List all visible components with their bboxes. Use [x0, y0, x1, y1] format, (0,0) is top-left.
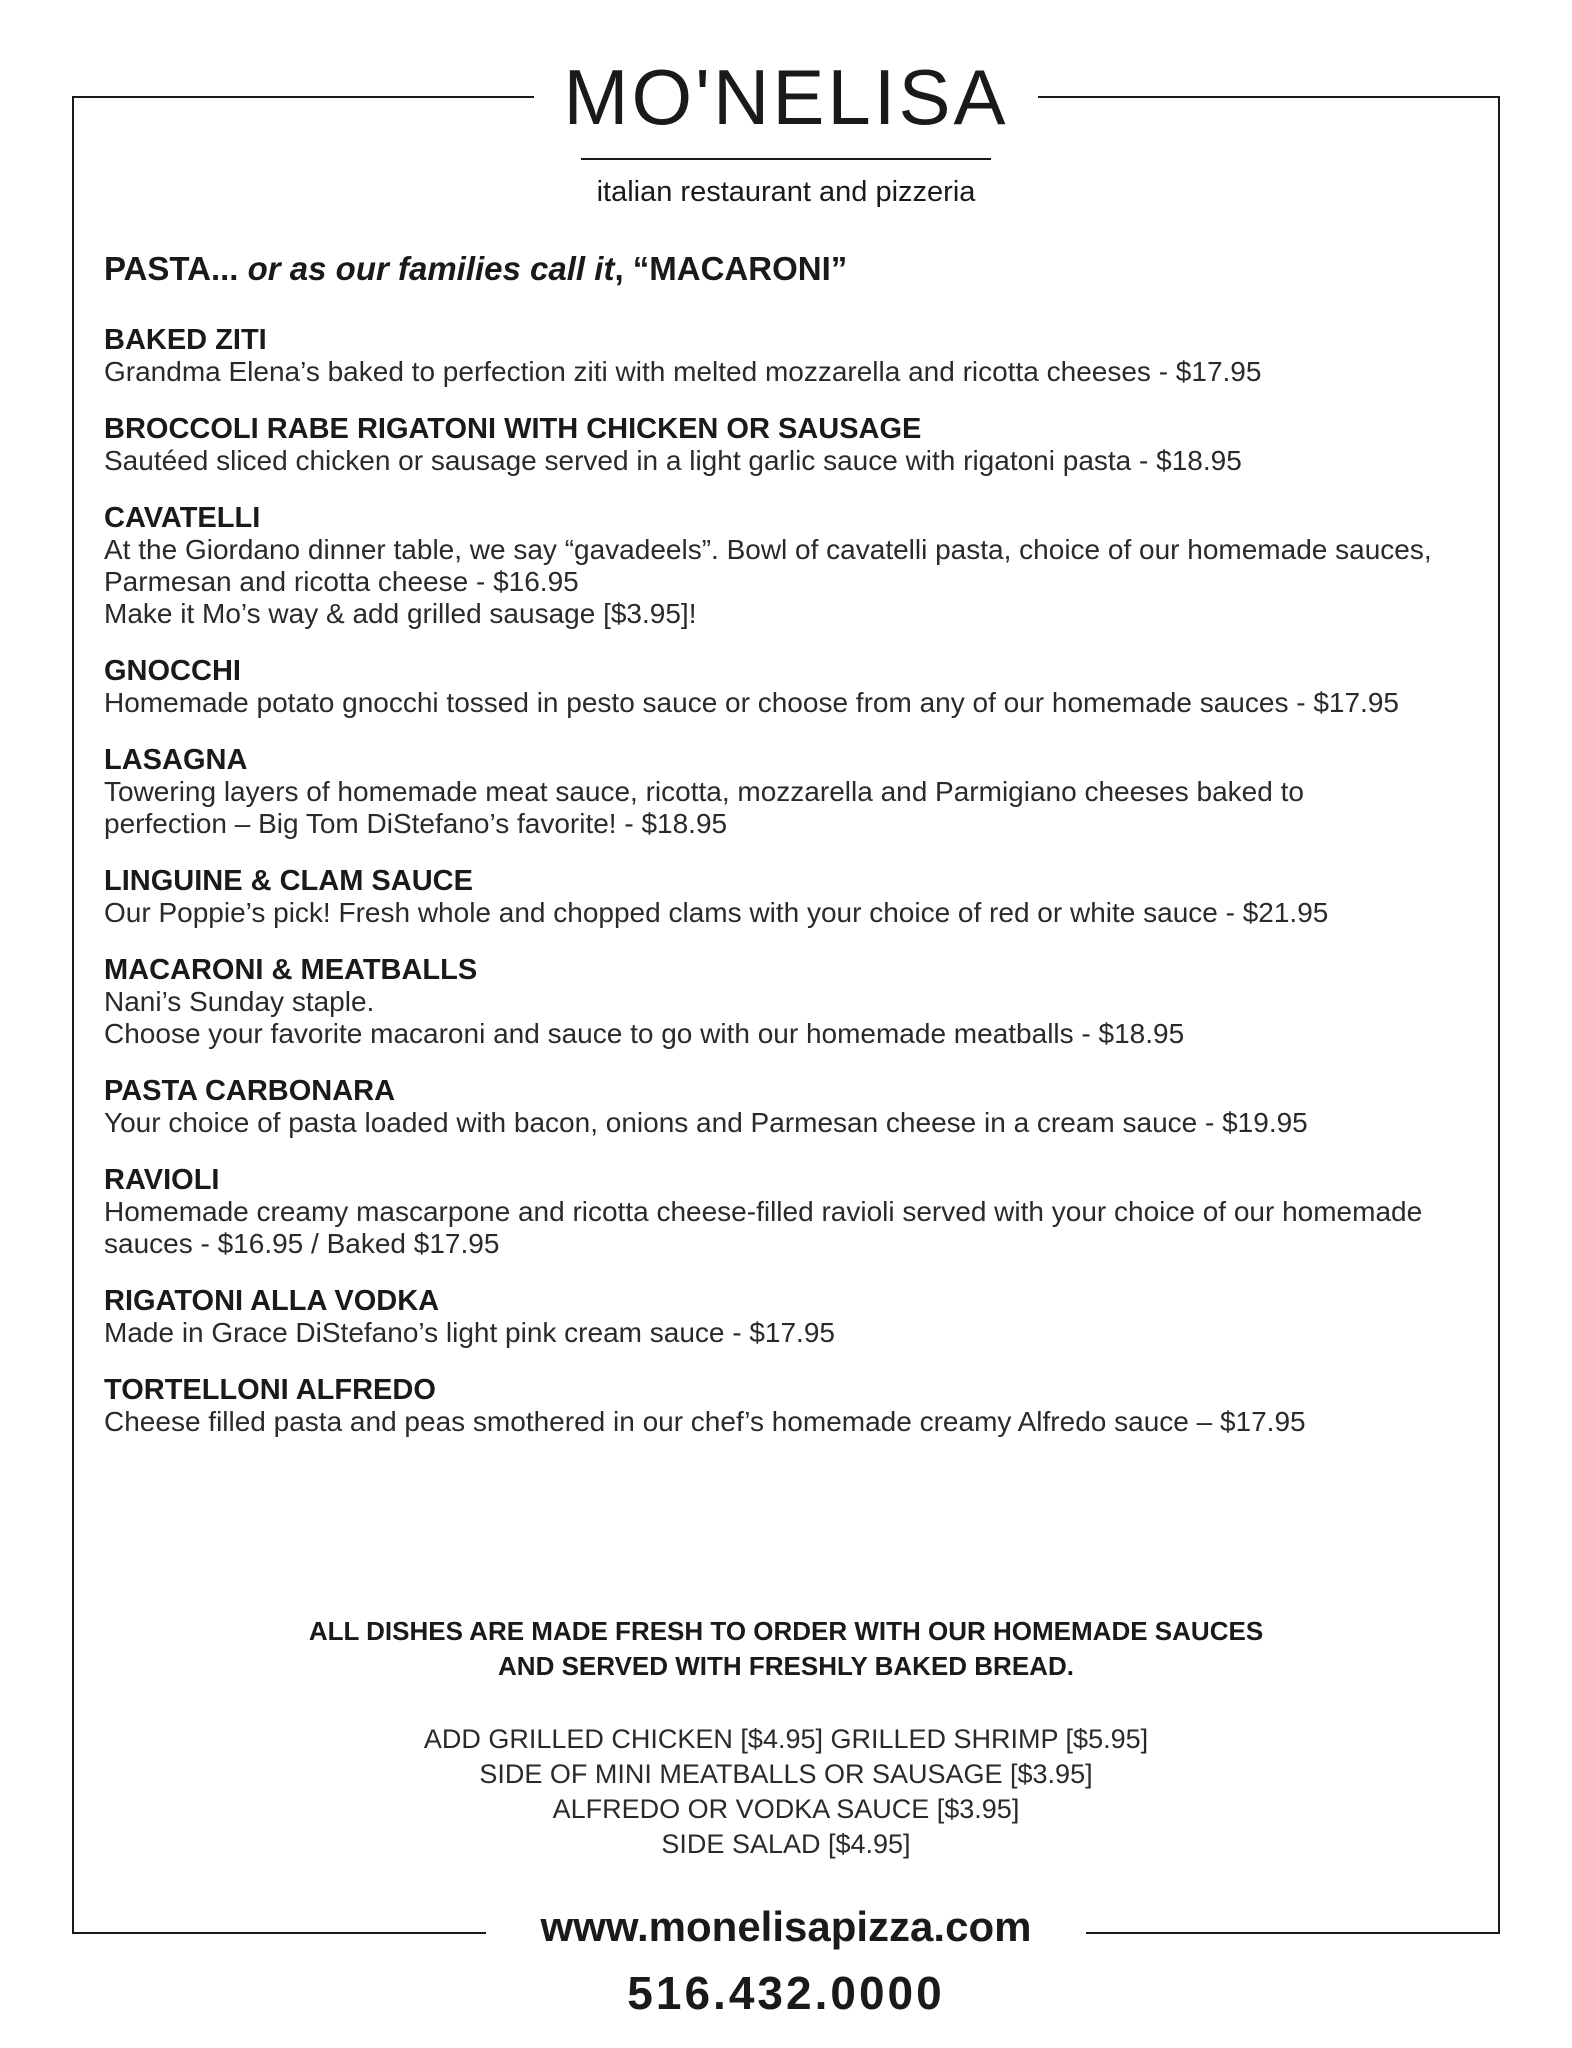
item-name: BROCCOLI RABE RIGATONI WITH CHICKEN OR SAUSAGE: [104, 413, 922, 445]
item-description: At the Giordano dinner table, we say “gavadeels”. Bowl of cavatelli pasta, choice of our homemade sauces, Parmesan and ricotta cheese - $16.95 Make it Mo’s way & add grilled sausage [$3.95]!: [104, 534, 1432, 629]
item-description: Homemade potato gnocchi tossed in pesto sauce or choose from any of our homemade sauces - $17.95: [104, 687, 1399, 718]
section-title-main: PASTA...: [104, 250, 239, 287]
item-name: MACARONI & MEATBALLS: [104, 954, 478, 986]
menu-item: [104, 324, 1434, 388]
item-name: RAVIOLI: [104, 1164, 220, 1196]
website-link[interactable]: www.monelisapizza.com: [540, 1903, 1032, 1950]
item-description: Your choice of pasta loaded with bacon, onions and Parmesan cheese in a cream sauce - $19.95: [104, 1107, 1308, 1138]
item-name: LASAGNA: [104, 744, 248, 776]
menu-item: [104, 744, 1434, 840]
restaurant-name: MO'NELISA: [563, 53, 1009, 141]
fresh-dishes-notice: [72, 1614, 1500, 1684]
item-description: Nani’s Sunday staple. Choose your favorite macaroni and sauce to go with our homemade meatballs - $18.95: [104, 986, 1185, 1049]
section-title-end: , “MACARONI”: [614, 250, 848, 287]
menu-item: [104, 502, 1434, 630]
item-description: Our Poppie’s pick! Fresh whole and chopped clams with your choice of red or white sauce - $21.95: [104, 897, 1329, 928]
item-name: TORTELLONI ALFREDO: [104, 1374, 436, 1406]
item-description: Homemade creamy mascarpone and ricotta cheese-filled ravioli served with your choice of our homemade sauces - $16.95 / Baked $17.95: [104, 1196, 1423, 1259]
item-description: Made in Grace DiStefano’s light pink cream sauce - $17.95: [104, 1317, 835, 1348]
menu-item: [104, 954, 1434, 1050]
section-title-italic: or as our families call it: [247, 250, 615, 287]
restaurant-tagline: italian restaurant and pizzeria: [596, 176, 976, 208]
pasta-menu-section: [104, 250, 1434, 1463]
item-name: PASTA CARBONARA: [104, 1075, 396, 1107]
section-title: [104, 250, 1434, 288]
item-description: Towering layers of homemade meat sauce, ricotta, mozzarella and Parmigiano cheeses baked to perfection – Big Tom DiStefano’s favorite! - $18.95: [104, 776, 1304, 839]
menu-item: [104, 1285, 1434, 1349]
menu-item: [104, 1374, 1434, 1438]
item-name: RIGATONI ALLA VODKA: [104, 1285, 440, 1317]
item-name: GNOCCHI: [104, 655, 241, 687]
item-name: CAVATELLI: [104, 502, 261, 534]
menu-item: [104, 655, 1434, 719]
item-description: Grandma Elena’s baked to perfection ziti with melted mozzarella and ricotta cheeses - $17.95: [104, 356, 1262, 387]
add-on-line: SIDE SALAD [$4.95]: [661, 1829, 911, 1859]
item-name: LINGUINE & CLAM SAUCE: [104, 865, 473, 897]
phone-number[interactable]: 516.432.0000: [627, 1967, 945, 2019]
item-description: Cheese filled pasta and peas smothered in our chef’s homemade creamy Alfredo sauce – $17.95: [104, 1406, 1306, 1437]
menu-item: [104, 865, 1434, 929]
add-ons-list: [72, 1722, 1500, 1862]
item-description: Sautéed sliced chicken or sausage served in a light garlic sauce with rigatoni pasta - $18.95: [104, 445, 1242, 476]
notice-line: ALL DISHES ARE MADE FRESH TO ORDER WITH OUR HOMEMADE SAUCES: [308, 1616, 1264, 1646]
menu-item: [104, 413, 1434, 477]
menu-item: [104, 1164, 1434, 1260]
add-on-line: ALFREDO OR VODKA SAUCE [$3.95]: [552, 1794, 1020, 1824]
notice-line: AND SERVED WITH FRESHLY BAKED BREAD.: [498, 1651, 1074, 1681]
add-on-line: ADD GRILLED CHICKEN [$4.95] GRILLED SHRIMP [$5.95]: [423, 1724, 1149, 1754]
item-name: BAKED ZITI: [104, 324, 267, 356]
menu-item: [104, 1075, 1434, 1139]
add-on-line: SIDE OF MINI MEATBALLS OR SAUSAGE [$3.95]: [479, 1759, 1093, 1789]
header-divider: [581, 158, 991, 160]
header: [534, 40, 1038, 220]
footer: [486, 1898, 1086, 2048]
